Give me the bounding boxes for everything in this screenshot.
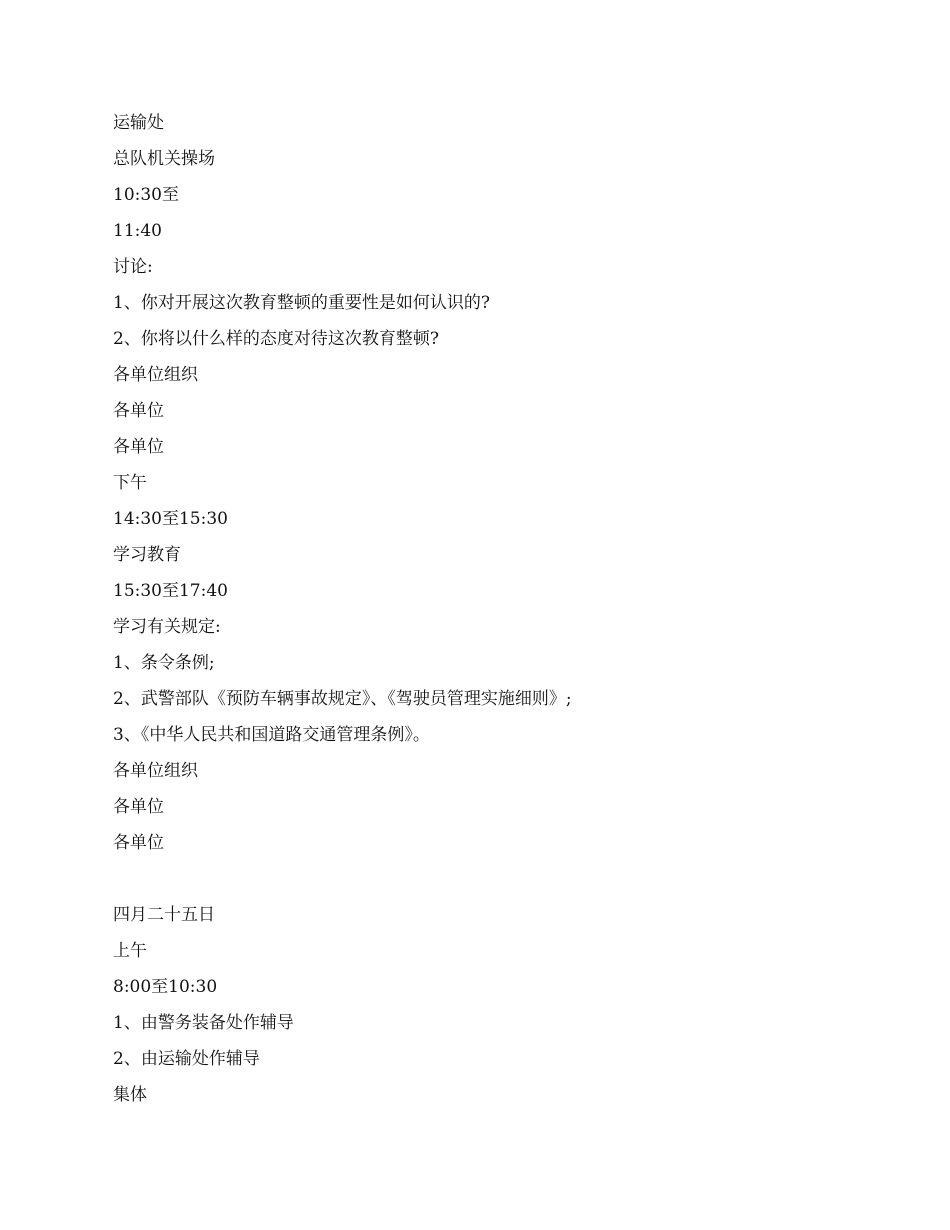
- text-line: 1、条令条例;: [113, 653, 215, 673]
- text-line: 各单位组织: [113, 365, 198, 385]
- text-line: 2、你将以什么样的态度对待这次教育整顿?: [113, 329, 439, 349]
- text-line: 下午: [113, 473, 147, 493]
- text-line: 四月二十五日: [113, 905, 215, 925]
- document-page: [113, 105, 910, 1113]
- blank-line: [113, 861, 910, 897]
- text-line: 2、武警部队《预防车辆事故规定》、《驾驶员管理实施细则》;: [113, 689, 572, 709]
- text-line: 1、由警务装备处作辅导: [113, 1013, 294, 1033]
- text-line: 讨论:: [113, 257, 153, 277]
- text-line: 各单位: [113, 437, 164, 457]
- text-line: 学习有关规定:: [113, 617, 221, 637]
- text-line: 集体: [113, 1085, 147, 1105]
- text-line: 2、由运输处作辅导: [113, 1049, 260, 1069]
- text-line: 8:00至10:30: [113, 977, 218, 997]
- text-line: 运输处: [113, 113, 164, 133]
- text-line: 学习教育: [113, 545, 181, 565]
- text-line: 11:40: [113, 221, 162, 241]
- text-line: 各单位组织: [113, 761, 198, 781]
- text-line: 总队机关操场: [113, 149, 215, 169]
- text-line: 1、你对开展这次教育整顿的重要性是如何认识的?: [113, 293, 490, 313]
- text-line: 上午: [113, 941, 147, 961]
- text-line: 3、《中华人民共和国道路交通管理条例》。: [113, 725, 430, 745]
- text-line: 各单位: [113, 797, 164, 817]
- text-line: 15:30至17:40: [113, 581, 228, 601]
- text-line: 各单位: [113, 401, 164, 421]
- text-line: 10:30至: [113, 185, 179, 205]
- text-line: 14:30至15:30: [113, 509, 228, 529]
- text-line: 各单位: [113, 833, 164, 853]
